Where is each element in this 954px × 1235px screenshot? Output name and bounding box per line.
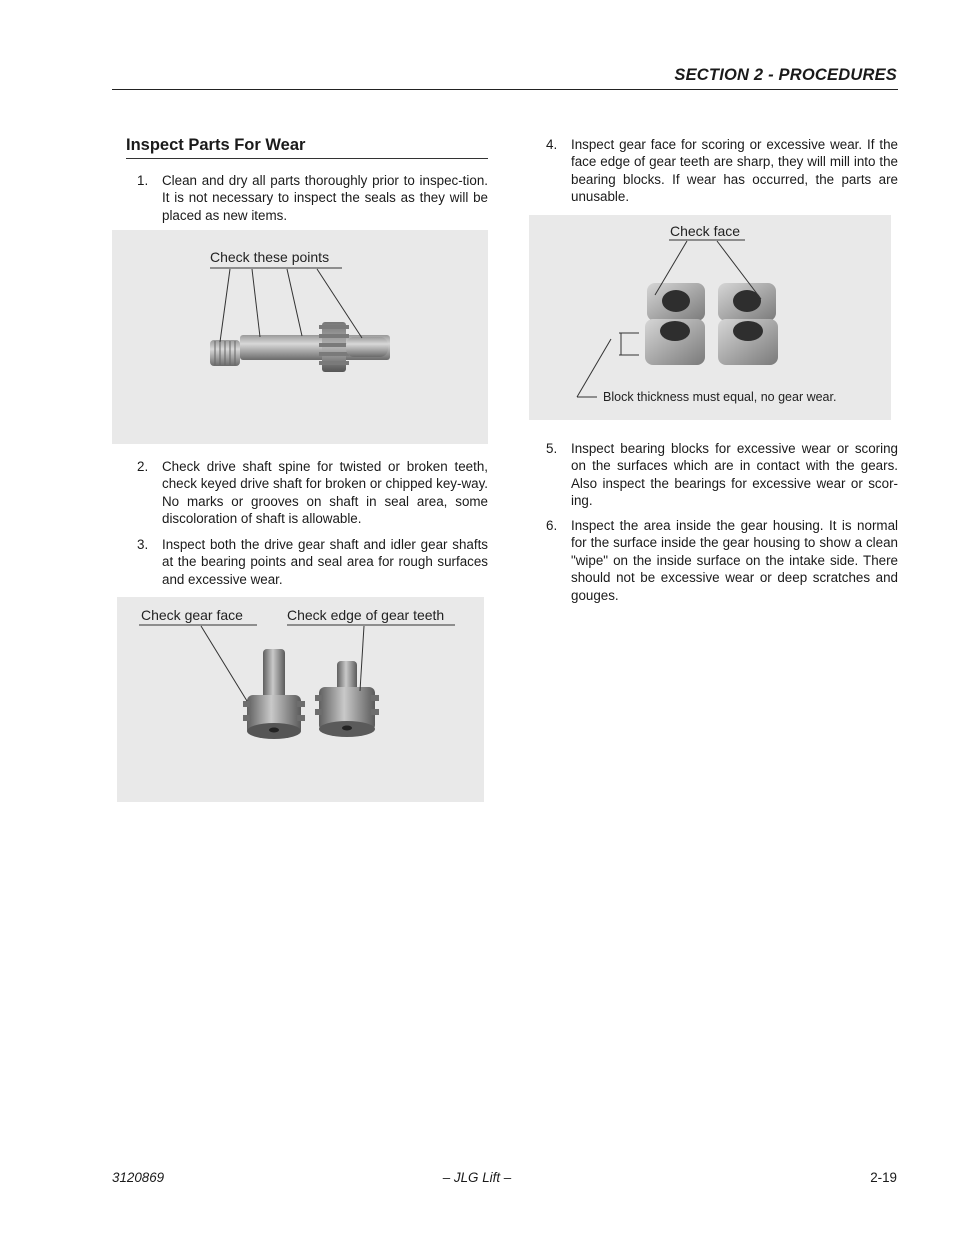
- step-number: 4.: [546, 137, 558, 152]
- block-face-callout-label: Check face: [670, 223, 741, 239]
- step-text: Inspect both the drive gear shaft and idler gear shafts at the bearing points and seal area for rough surfaces and excessive wear.: [162, 537, 488, 587]
- section-title: SECTION 2 - PROCEDURES: [674, 66, 897, 84]
- step-number: 2.: [137, 459, 149, 474]
- step-number: 3.: [137, 537, 149, 552]
- step-number: 6.: [546, 518, 558, 533]
- step-3: [137, 536, 488, 588]
- step-text: Clean and dry all parts thoroughly prior to inspec-tion. It is not necessary to inspect the seals as they will be placed as new items.: [162, 173, 488, 223]
- step-1: [137, 172, 488, 224]
- step-6: [546, 517, 898, 604]
- step-2: [137, 458, 488, 528]
- header-divider: [112, 89, 898, 90]
- step-text: Inspect gear face for scoring or excessive wear. If the face edge of gear teeth are sharp, they will mill into the bearing blocks. If wear has occurred, the parts are unusable.: [571, 137, 898, 205]
- subheading: Inspect Parts For Wear: [126, 136, 306, 154]
- footer-page-number: 2-19: [870, 1170, 897, 1185]
- gear-face-callout-label: Check gear face: [141, 607, 243, 623]
- step-text: Inspect the area inside the gear housing. It is normal for the surface inside the gear housing to show a clean "wipe" on the inside surface on the intake side. There should not be excessive wear or deep scratches and gouges.: [571, 518, 898, 603]
- step-text: Check drive shaft spine for twisted or broken teeth, check keyed drive shaft for broken or chipped key-way. No marks or grooves on shaft in seal area, some discoloration of shaft is allowable.: [162, 459, 488, 527]
- shaft-callout-label: Check these points: [210, 249, 330, 265]
- gear-teeth-callout-label: Check edge of gear teeth: [287, 607, 445, 623]
- step-number: 5.: [546, 441, 558, 456]
- step-5: [546, 440, 898, 510]
- footer-doc-number: 3120869: [112, 1170, 165, 1185]
- footer-brand: – JLG Lift –: [442, 1170, 512, 1185]
- shaft-photo: [112, 230, 488, 444]
- gears-photo: [117, 597, 484, 802]
- step-text: Inspect bearing blocks for excessive wear or scoring on the surfaces which are in contact with the gears. Also inspect the bearings for excessive wear or scor-ing.: [571, 441, 898, 509]
- subheading-divider: [126, 158, 488, 159]
- step-4: [546, 136, 898, 206]
- block-thickness-callout-label: Block thickness must equal, no gear wear.: [603, 390, 837, 404]
- step-number: 1.: [137, 173, 149, 188]
- bearing-blocks-photo: [529, 215, 891, 420]
